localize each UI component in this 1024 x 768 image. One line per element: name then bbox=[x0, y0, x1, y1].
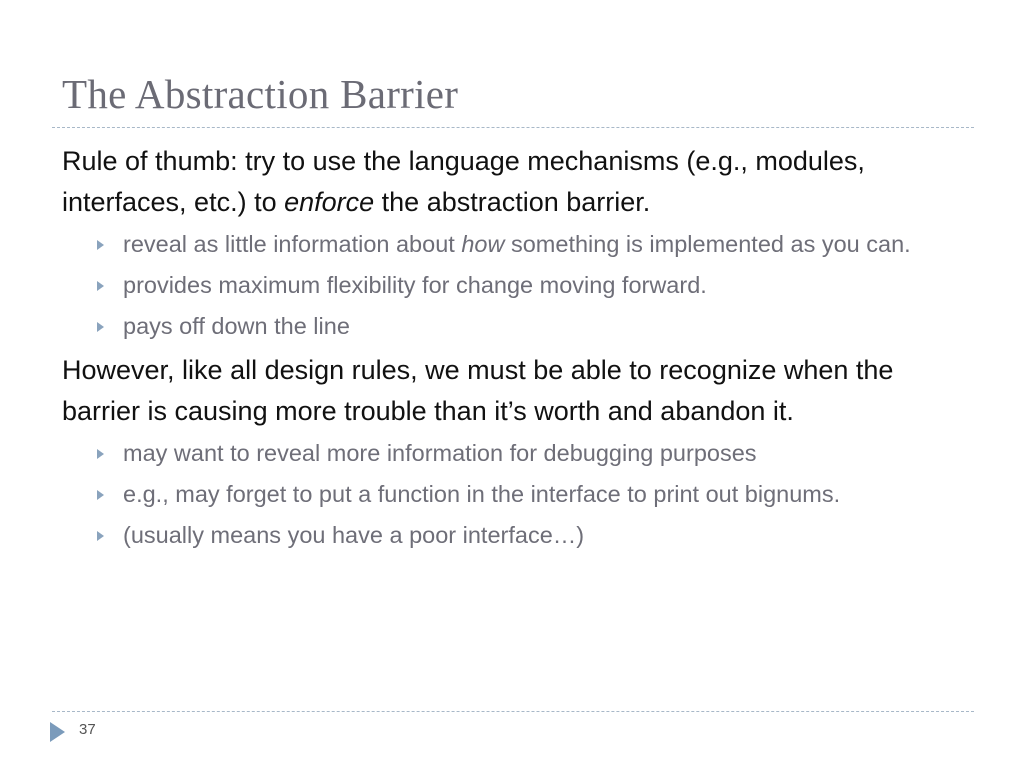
paragraph-rule-of-thumb bbox=[62, 141, 962, 223]
triangle-right-icon bbox=[50, 722, 65, 742]
triangle-right-icon bbox=[97, 449, 104, 459]
bullet-item bbox=[62, 227, 962, 262]
triangle-right-icon bbox=[97, 322, 104, 332]
paragraph-emphasis: enforce bbox=[284, 187, 375, 217]
bullet-text: reveal as little information about bbox=[123, 231, 462, 257]
bullet-text: (usually means you have a poor interface…) bbox=[123, 522, 585, 548]
bullet-item bbox=[62, 436, 962, 471]
bullet-list-1 bbox=[62, 227, 962, 344]
bullet-emphasis: how bbox=[461, 231, 505, 257]
triangle-right-icon bbox=[97, 240, 104, 250]
triangle-right-icon bbox=[97, 281, 104, 291]
bullet-item bbox=[62, 268, 962, 303]
triangle-right-icon bbox=[97, 531, 104, 541]
bullet-item bbox=[62, 518, 962, 553]
slide-body bbox=[62, 141, 962, 559]
paragraph-text: Rule of thumb: try to use the language mechanisms (e.g., modules, interfaces, etc.) to bbox=[62, 146, 865, 217]
bullet-item bbox=[62, 309, 962, 344]
bullet-item bbox=[62, 477, 962, 512]
bullet-list-2 bbox=[62, 436, 962, 553]
bullet-text: provides maximum flexibility for change moving forward. bbox=[123, 272, 707, 298]
paragraph-however: However, like all design rules, we must be able to recognize when the barrier is causing more trouble than it’s worth and abandon it. bbox=[62, 355, 894, 426]
title-divider bbox=[52, 127, 974, 128]
footer-divider bbox=[52, 711, 974, 712]
bullet-text: may want to reveal more information for debugging purposes bbox=[123, 440, 757, 466]
bullet-text: e.g., may forget to put a function in the interface to print out bignums. bbox=[123, 481, 841, 507]
paragraph-text: the abstraction barrier. bbox=[374, 187, 651, 217]
triangle-right-icon bbox=[97, 490, 104, 500]
bullet-text: something is implemented as you can. bbox=[504, 231, 911, 257]
slide-number: 37 bbox=[79, 721, 96, 738]
bullet-text: pays off down the line bbox=[123, 313, 350, 339]
slide-title: The Abstraction Barrier bbox=[62, 71, 459, 117]
